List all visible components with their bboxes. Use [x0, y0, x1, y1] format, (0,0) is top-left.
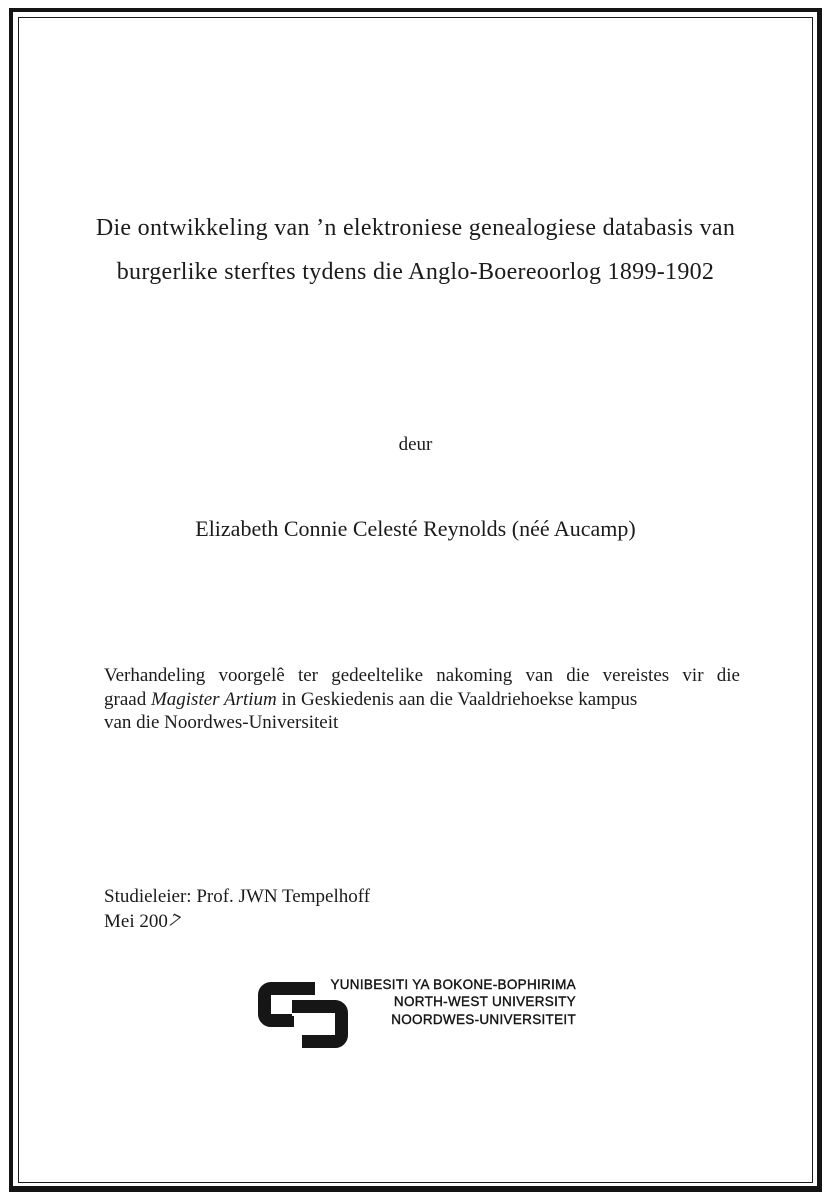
- date-line: [104, 909, 370, 934]
- university-name-afrikaans: NOORDWES-UNIVERSITEIT: [391, 1011, 576, 1027]
- date-prefix: Mei 200: [104, 911, 168, 932]
- university-name-english: NORTH-WEST UNIVERSITY: [393, 994, 576, 1010]
- date-last-digit: 7: [165, 909, 183, 933]
- thesis-title: [0, 206, 831, 294]
- thesis-title-line-2: burgerlike sterftes tydens die Anglo-Boereoorlog 1899-1902: [116, 259, 715, 285]
- degree-statement: [104, 664, 740, 735]
- statement-line2-pre: graad: [104, 688, 151, 710]
- supervisor-and-date: [104, 884, 370, 934]
- supervisor-line: Studieleier: Prof. JWN Tempelhoff: [104, 886, 371, 907]
- degree-name-italic: Magister Artium: [150, 688, 277, 710]
- university-name-setswana: YUNIBESITI YA BOKONE-BOPHIRIMA: [330, 977, 576, 992]
- degree-statement-line-3: van die Noordwes-Universiteit: [104, 712, 339, 733]
- statement-line2-post: in Geskiedenis aan die Vaaldriehoekse kampus: [276, 688, 638, 710]
- university-name-block: [330, 976, 576, 1028]
- degree-statement-line-1: Verhandeling voorgelê ter gedeeltelike nakoming van die vereistes vir die: [104, 665, 740, 686]
- byline-deur: deur: [398, 434, 433, 455]
- degree-statement-line-2: [104, 688, 740, 712]
- author-name: Elizabeth Connie Celesté Reynolds (néé Aucamp): [195, 516, 636, 541]
- thesis-title-line-1: Die ontwikkeling van ’n elektroniese genealogiese databasis van: [95, 215, 736, 241]
